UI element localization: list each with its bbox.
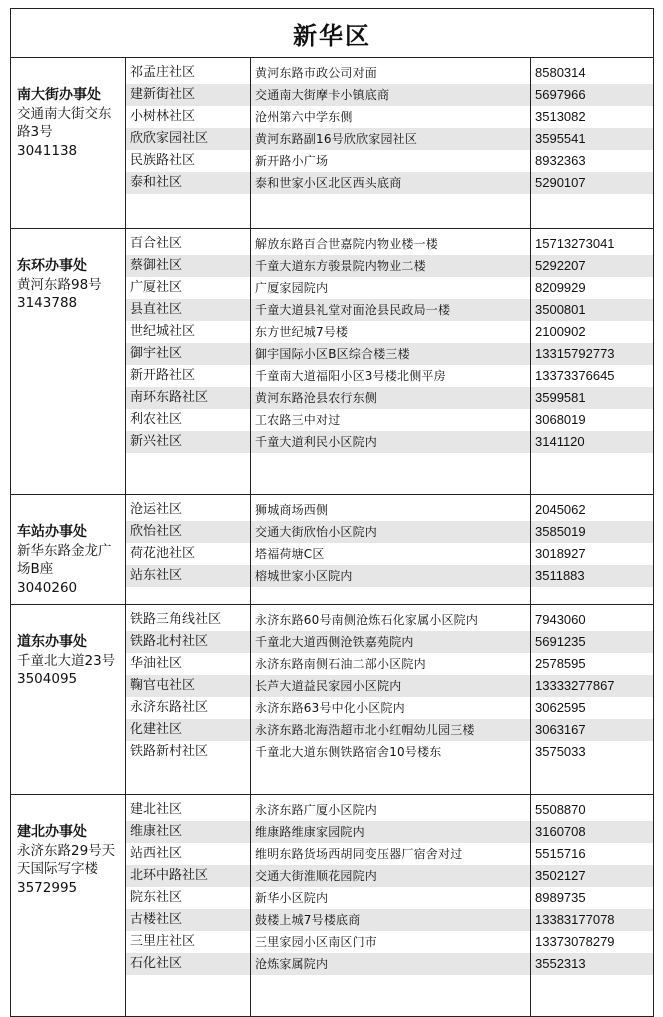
community-name: 南环东路社区 (126, 387, 250, 409)
community-phone: 13333277867 (531, 675, 653, 697)
community-address: 永济东路60号南侧沧炼石化家属小区院内 (255, 613, 479, 627)
community-phone: 8932363 (535, 153, 586, 168)
community-phone: 3595541 (531, 128, 653, 150)
community-phone: 2100902 (535, 324, 586, 339)
community-address: 交通大街淮顺花园院内 (251, 865, 530, 887)
community-address-cell (251, 58, 531, 229)
community-address: 新开路小广场 (255, 154, 329, 168)
office-address: 永济东路29号天天国际写字楼 (17, 842, 116, 877)
community-phone: 3141120 (531, 431, 653, 453)
office-section (11, 229, 654, 495)
community-address: 新华小区院内 (255, 891, 329, 905)
community-name: 百合社区 (130, 236, 183, 251)
community-name: 广厦社区 (130, 280, 183, 295)
community-phone-cell (531, 795, 654, 1017)
community-address: 泰和世家小区北区西头底商 (251, 172, 530, 194)
community-name: 利农社区 (130, 412, 183, 427)
community-name: 泰和社区 (126, 172, 250, 194)
community-address: 千童北大道东侧铁路宿舍10号楼东 (255, 745, 442, 759)
community-name: 县直社区 (126, 299, 250, 321)
community-address-cell (251, 495, 531, 605)
community-phone: 5697966 (531, 84, 653, 106)
community-address: 千童南大道福阳小区3号楼北侧平房 (255, 369, 446, 383)
community-phone: 13373376645 (535, 368, 615, 383)
community-name: 古楼社区 (126, 909, 250, 931)
community-name: 民族路社区 (130, 153, 196, 168)
community-phone: 3500801 (531, 299, 653, 321)
community-name: 欣怡社区 (126, 521, 250, 543)
community-name: 建新街社区 (126, 84, 250, 106)
community-address-cell (251, 605, 531, 795)
office-info-cell (11, 58, 126, 229)
community-phone: 5691235 (531, 631, 653, 653)
community-phone: 3552313 (531, 953, 653, 975)
community-phone: 8209929 (535, 280, 586, 295)
community-name: 建北社区 (130, 802, 183, 817)
community-phone-cell (531, 229, 654, 495)
community-phone: 2045062 (535, 502, 586, 517)
community-address: 千童北大道西侧沧铁嘉苑院内 (251, 631, 530, 653)
community-phone: 3585019 (531, 521, 653, 543)
community-address: 狮城商场西侧 (255, 503, 329, 517)
community-phone: 5292207 (531, 255, 653, 277)
community-name: 祁孟庄社区 (130, 65, 196, 80)
community-name: 永济东路社区 (130, 700, 209, 715)
community-address: 交通南大街摩卡小镇底商 (251, 84, 530, 106)
community-phone: 3599581 (531, 387, 653, 409)
community-address: 广厦家园院内 (255, 281, 329, 295)
office-info-cell (11, 495, 126, 605)
community-address: 沧炼家属院内 (251, 953, 530, 975)
community-address: 维康路维康家园院内 (251, 821, 530, 843)
community-phone: 3018927 (535, 546, 586, 561)
community-address: 东方世纪城7号楼 (255, 325, 349, 339)
community-phone-cell (531, 495, 654, 605)
community-name: 铁路新村社区 (130, 744, 209, 759)
community-phone: 3513082 (535, 109, 586, 124)
office-phone: 3040260 (17, 579, 78, 596)
community-address: 千童大道县礼堂对面沧县民政局一楼 (251, 299, 530, 321)
community-address: 千童大道东方骏景院内物业二楼 (251, 255, 530, 277)
community-address: 交通大街欣怡小区院内 (251, 521, 530, 543)
community-name-cell (126, 605, 251, 795)
office-phone: 3143788 (17, 295, 78, 311)
community-phone: 3068019 (535, 412, 586, 427)
community-address: 永济东路广厦小区院内 (255, 803, 378, 817)
community-name: 院东社区 (130, 890, 183, 905)
community-name: 小树林社区 (130, 109, 196, 124)
community-address: 黄河东路沧县农行东侧 (251, 387, 530, 409)
community-phone: 8580314 (535, 65, 586, 80)
office-name: 南大街办事处 (17, 87, 101, 103)
community-address: 工农路三中对过 (255, 413, 341, 427)
office-name: 建北办事处 (17, 824, 87, 840)
office-phone: 3041138 (17, 142, 78, 159)
community-address: 永济东路南侧石油二部小区院内 (255, 657, 426, 671)
community-name: 欣欣家园社区 (126, 128, 250, 150)
office-section (11, 495, 654, 605)
office-name: 车站办事处 (17, 524, 87, 540)
community-name-cell (126, 58, 251, 229)
office-info-cell (11, 229, 126, 495)
community-phone: 13373078279 (535, 934, 615, 949)
community-name: 华油社区 (130, 656, 183, 671)
office-section (11, 795, 654, 1017)
community-phone: 13383177078 (531, 909, 653, 931)
community-address-cell (251, 229, 531, 495)
community-name: 御宇社区 (126, 343, 250, 365)
community-name: 站东社区 (126, 565, 250, 587)
community-address: 解放东路百合世嘉院内物业楼一楼 (255, 237, 439, 251)
office-section (11, 605, 654, 795)
office-info-cell (11, 795, 126, 1017)
community-name-cell (126, 795, 251, 1017)
community-name: 石化社区 (126, 953, 250, 975)
community-phone-cell (531, 58, 654, 229)
community-address: 鼓楼上城7号楼底商 (251, 909, 530, 931)
community-address: 千童大道利民小区院内 (251, 431, 530, 453)
community-name: 荷花池社区 (130, 546, 196, 561)
community-phone: 2578595 (535, 656, 586, 671)
community-address-cell (251, 795, 531, 1017)
community-phone: 3502127 (531, 865, 653, 887)
community-address: 三里家园小区南区门市 (255, 935, 378, 949)
community-name: 维康社区 (126, 821, 250, 843)
community-address: 永济东路63号中化小区院内 (255, 701, 405, 715)
community-phone: 3062595 (535, 700, 586, 715)
community-phone: 5508870 (535, 802, 586, 817)
community-name: 新兴社区 (126, 431, 250, 453)
office-address: 新华东路金龙广场B座 (17, 542, 112, 577)
community-address: 榕城世家小区院内 (251, 565, 530, 587)
community-name: 三里庄社区 (130, 934, 196, 949)
office-address: 千童北大道23号 (17, 652, 116, 669)
office-info-cell (11, 605, 126, 795)
community-name: 鞠官屯社区 (126, 675, 250, 697)
office-phone: 3572995 (17, 879, 78, 896)
community-address: 塔福荷塘C区 (255, 547, 325, 561)
office-address: 交通南大街交东路3号 (17, 105, 112, 140)
community-phone-cell (531, 605, 654, 795)
community-name-cell (126, 495, 251, 605)
community-address: 永济东路北海浩超市北小红帽幼儿园三楼 (251, 719, 530, 741)
community-phone: 7943060 (535, 612, 586, 627)
community-phone: 5290107 (531, 172, 653, 194)
community-name: 站西社区 (130, 846, 183, 861)
community-name: 化建社区 (126, 719, 250, 741)
community-phone: 8989735 (535, 890, 586, 905)
community-name: 新开路社区 (130, 368, 196, 383)
community-name: 铁路北村社区 (126, 631, 250, 653)
office-phone: 3504095 (17, 671, 78, 687)
community-address: 黄河东路副16号欣欣家园社区 (251, 128, 530, 150)
community-name: 蔡御社区 (126, 255, 250, 277)
directory-table (10, 8, 654, 1017)
community-phone: 15713273041 (535, 236, 615, 251)
office-section (11, 58, 654, 229)
office-name: 东环办事处 (17, 258, 87, 274)
community-phone: 13315792773 (531, 343, 653, 365)
community-phone: 3511883 (531, 565, 653, 587)
office-name: 道东办事处 (17, 634, 87, 650)
community-address: 维明东路货场西胡同变压器厂宿舍对过 (255, 847, 463, 861)
community-address: 长芦大道益民家园小区院内 (251, 675, 530, 697)
community-address: 御宇国际小区B区综合楼三楼 (251, 343, 530, 365)
community-name-cell (126, 229, 251, 495)
community-phone: 3160708 (531, 821, 653, 843)
office-address: 黄河东路98号 (17, 276, 102, 293)
community-phone: 5515716 (535, 846, 586, 861)
community-name: 世纪城社区 (130, 324, 196, 339)
community-name: 沧运社区 (130, 502, 183, 517)
community-address: 黄河东路市政公司对面 (255, 66, 378, 80)
district-directory-sheet (10, 8, 653, 1017)
community-name: 铁路三角线社区 (130, 612, 222, 627)
community-phone: 3575033 (535, 744, 586, 759)
community-name: 北环中路社区 (126, 865, 250, 887)
district-title: 新华区 (11, 9, 654, 58)
community-phone: 3063167 (531, 719, 653, 741)
community-address: 沧州第六中学东侧 (255, 110, 353, 124)
